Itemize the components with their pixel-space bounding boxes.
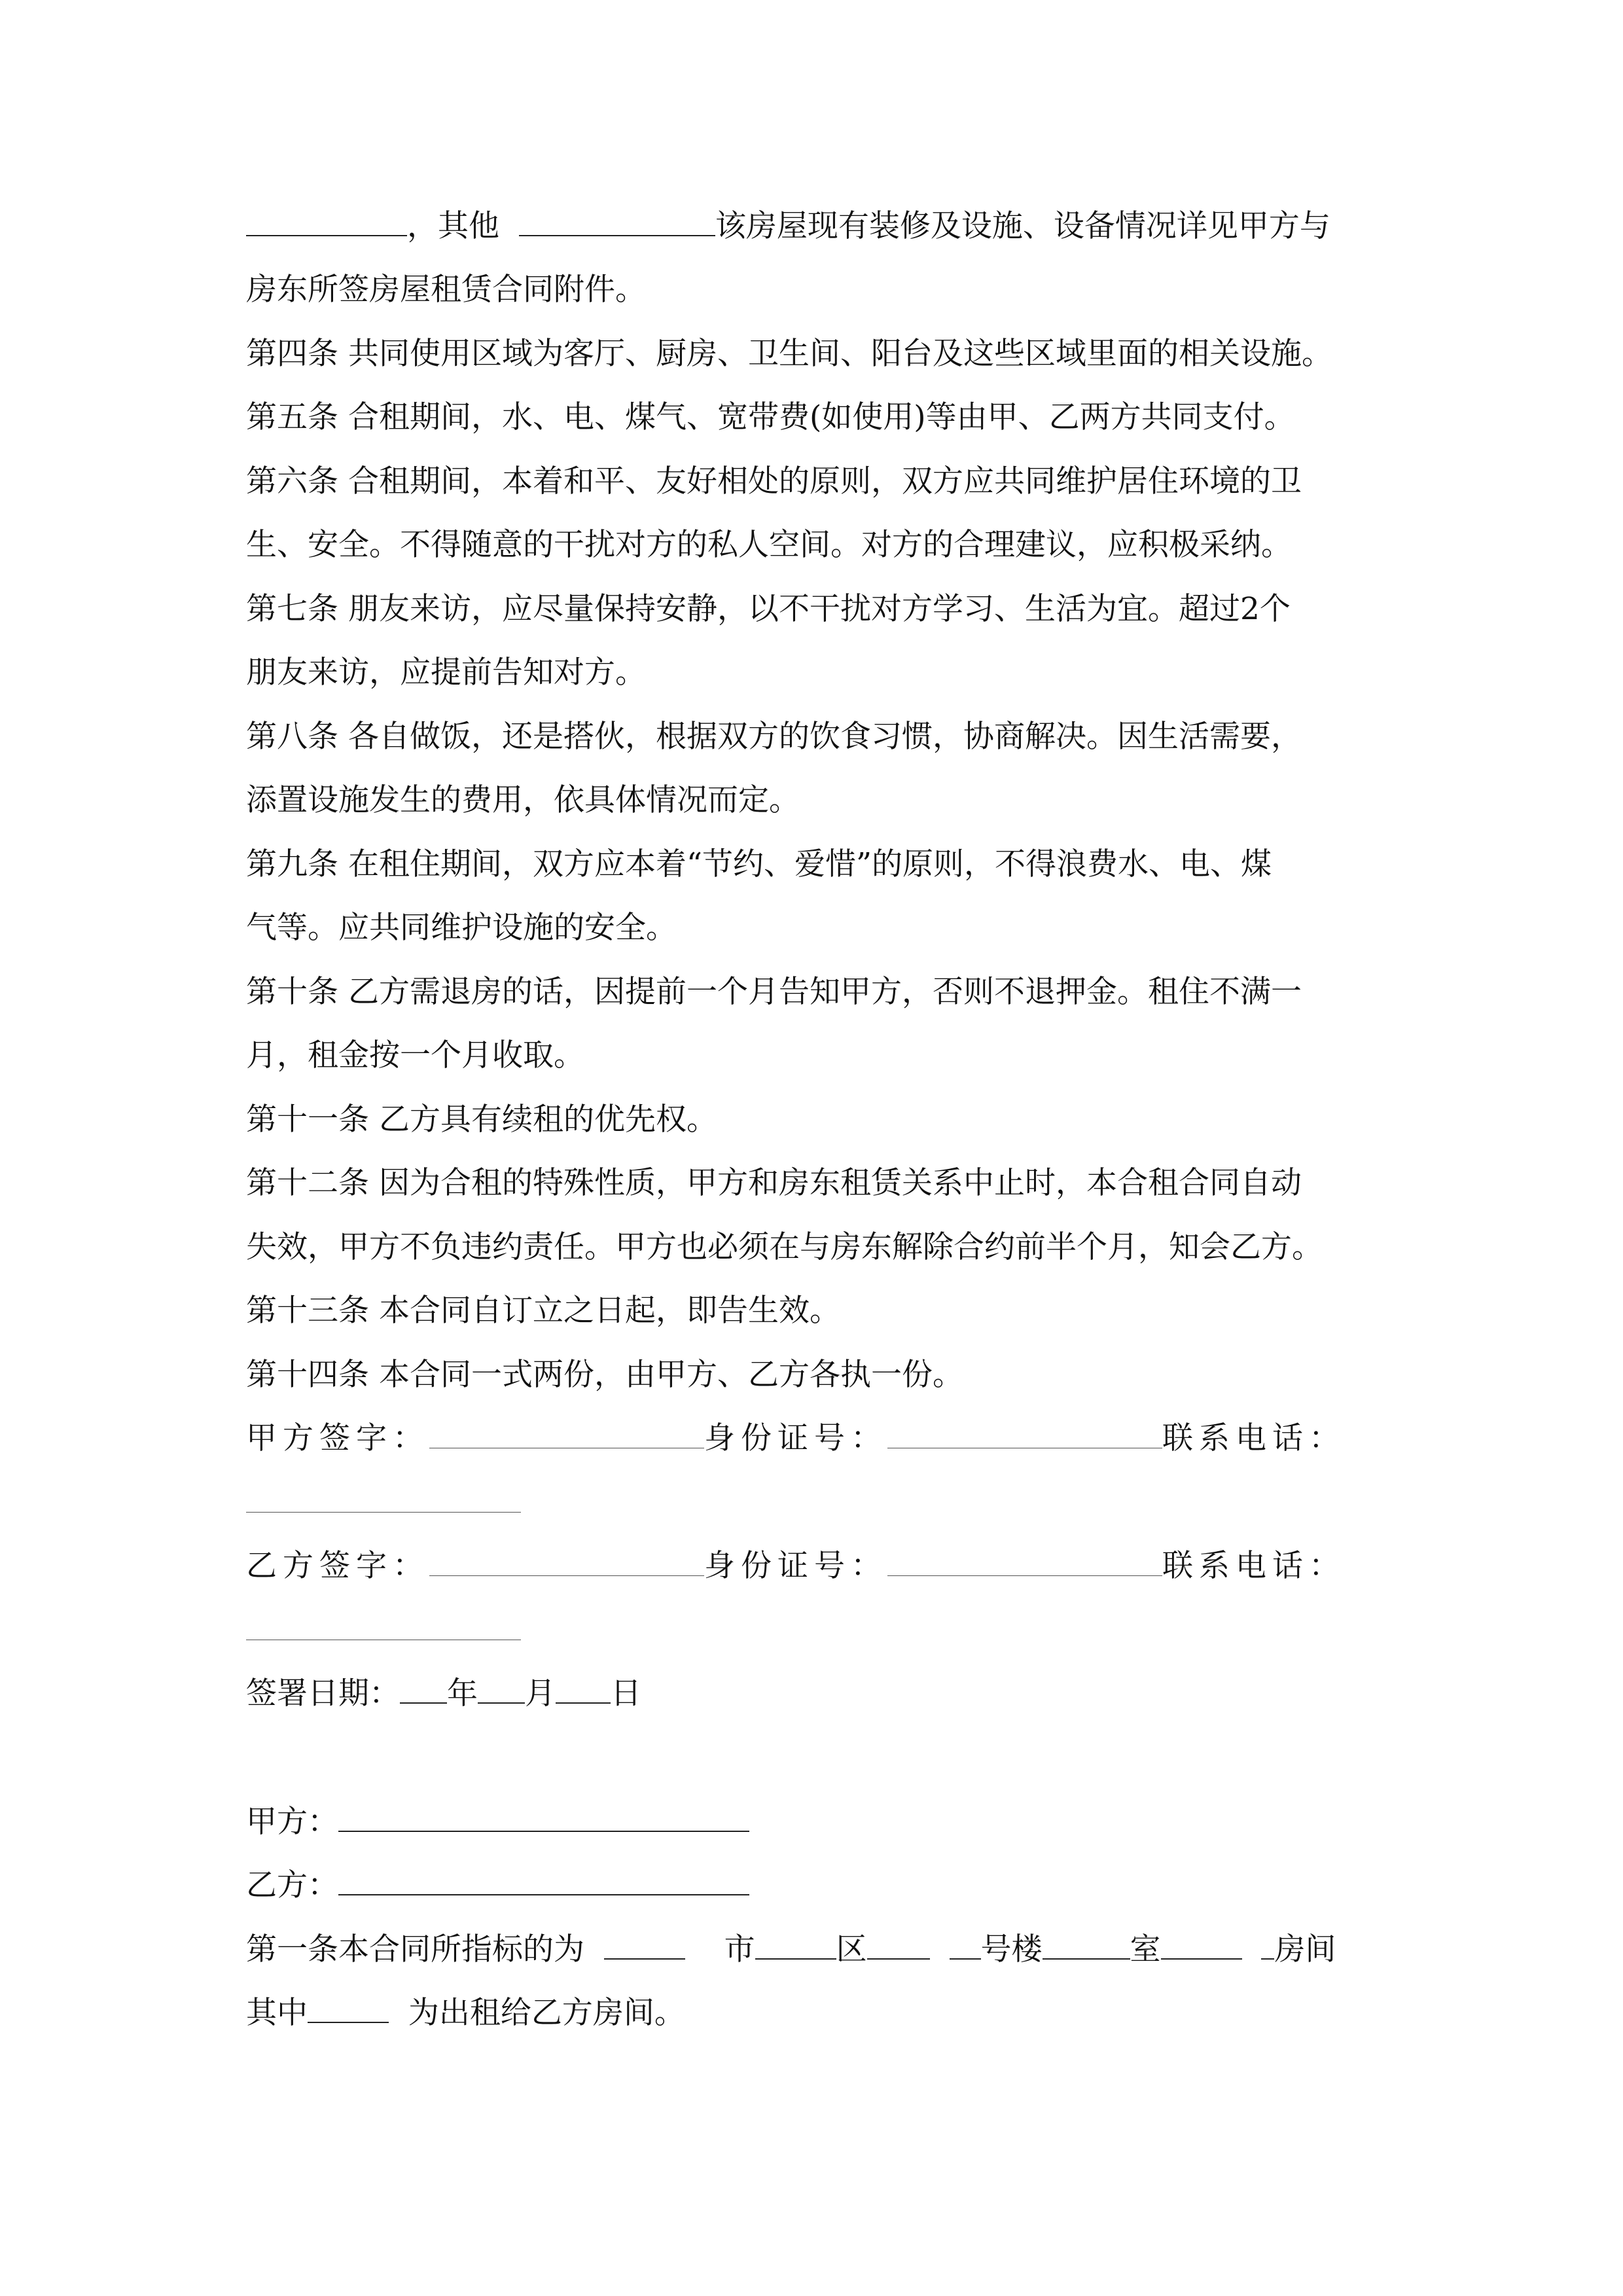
party-b-row <box>246 1866 749 1905</box>
party-b-label: 乙方： <box>246 1867 338 1903</box>
building-label: 号楼 <box>980 1931 1043 1967</box>
month-field[interactable] <box>478 1676 525 1704</box>
party-a-label: 甲方： <box>246 1804 338 1840</box>
party-b-id-field[interactable] <box>887 1549 1162 1576</box>
signature-row-party-a <box>246 1419 1346 1458</box>
party-a-signature-field[interactable] <box>429 1422 704 1448</box>
signing-date-row <box>246 1674 641 1713</box>
intro-text: 该房屋现有装修及设施、设备情况详见甲方与 <box>715 208 1330 244</box>
year-label: 年 <box>447 1676 478 1712</box>
party-a-row <box>246 1803 749 1842</box>
article-13: 第十三条 本合同自订立之日起，即告生效。 <box>246 1293 840 1329</box>
article-8-line-1: 第八条 各自做饭，还是搭伙，根据双方的饮食习惯，协商解决。因生活需要， <box>246 719 1302 755</box>
party-b-id-label: 身份证号： <box>704 1548 887 1584</box>
party-a-sign-label: 甲方签字： <box>246 1420 429 1456</box>
blank-field[interactable] <box>867 1932 930 1960</box>
house-room-label: 房间 <box>1274 1931 1336 1967</box>
blank-field[interactable] <box>950 1932 981 1960</box>
party-a-id-label: 身份证号： <box>704 1420 887 1456</box>
party-a-phone-row <box>246 1483 521 1522</box>
blank-field[interactable] <box>519 209 715 236</box>
article-1-l2-prefix: 其中 <box>246 1995 308 2031</box>
district-label: 区 <box>836 1931 867 1967</box>
intro-line-1 <box>246 207 1330 246</box>
party-a-id-field[interactable] <box>887 1422 1162 1448</box>
blank-field[interactable] <box>1161 1932 1242 1960</box>
signature-row-party-b <box>246 1547 1346 1586</box>
article-14: 第十四条 本合同一式两份，由甲方、乙方各执一份。 <box>246 1357 963 1393</box>
article-1-line-1 <box>246 1930 1336 1969</box>
party-b-phone-field[interactable] <box>246 1613 521 1640</box>
article-6-line-1: 第六条 合租期间，本着和平、友好相处的原则，双方应共同维护居住环境的卫 <box>246 463 1302 499</box>
article-4: 第四条 共同使用区域为客厅、厨房、卫生间、阳台及这些区域里面的相关设施。 <box>246 336 1332 372</box>
article-1-l2-suffix: 为出租给乙方房间。 <box>408 1995 685 2031</box>
article-9-line-2: 气等。应共同维护设施的安全。 <box>246 910 677 946</box>
day-field[interactable] <box>556 1676 611 1704</box>
party-b-signature-field[interactable] <box>429 1549 704 1576</box>
article-5: 第五条 合租期间，水、电、煤气、宽带费(如使用)等由甲、乙两方共同支付。 <box>246 399 1295 435</box>
article-11: 第十一条 乙方具有续租的优先权。 <box>246 1102 717 1138</box>
rental-room-field[interactable] <box>308 1996 389 2023</box>
intro-line-2: 房东所签房屋租赁合同附件。 <box>246 272 646 308</box>
blank-field[interactable] <box>246 209 407 236</box>
article-7-line-2: 朋友来访，应提前告知对方。 <box>246 655 646 691</box>
article-7-line-1: 第七条 朋友来访，应尽量保持安静，以不干扰对方学习、生活为宜。超过2个 <box>246 591 1291 627</box>
party-b-phone-row <box>246 1611 521 1650</box>
article-12-line-2: 失效，甲方不负违约责任。甲方也必须在与房东解除合约前半个月，知会乙方。 <box>246 1229 1323 1265</box>
article-12-line-1: 第十二条 因为合租的特殊性质，甲方和房东租赁关系中止时，本合租合同自动 <box>246 1165 1302 1201</box>
article-1-line-2 <box>246 1994 685 2033</box>
month-label: 月 <box>525 1676 556 1712</box>
party-b-phone-label: 联系电话： <box>1162 1548 1346 1584</box>
article-1-prefix: 第一条本合同所指标的为 <box>246 1931 584 1967</box>
party-a-phone-field[interactable] <box>246 1486 521 1513</box>
room-label: 室 <box>1130 1931 1161 1967</box>
article-9-line-1: 第九条 在租住期间，双方应本着“节约、爱惜”的原则，不得浪费水、电、煤 <box>246 846 1272 882</box>
party-b-name-field[interactable] <box>338 1868 749 1895</box>
article-8-line-2: 添置设施发生的费用，依具体情况而定。 <box>246 782 800 818</box>
blank-field[interactable] <box>1043 1932 1130 1960</box>
party-a-name-field[interactable] <box>338 1804 749 1832</box>
blank-field[interactable] <box>604 1932 685 1960</box>
intro-text-other: ，其他 <box>407 208 499 244</box>
article-10-line-1: 第十条 乙方需退房的话，因提前一个月告知甲方，否则不退押金。租住不满一 <box>246 974 1302 1010</box>
signing-date-label: 签署日期： <box>246 1676 400 1712</box>
party-a-phone-label: 联系电话： <box>1162 1420 1346 1456</box>
day-label: 日 <box>611 1676 641 1712</box>
article-10-line-2: 月，租金按一个月收取。 <box>246 1037 584 1073</box>
city-label: 市 <box>724 1931 755 1967</box>
party-b-sign-label: 乙方签字： <box>246 1548 429 1584</box>
article-6-line-2: 生、安全。不得随意的干扰对方的私人空间。对方的合理建议，应积极采纳。 <box>246 527 1292 563</box>
blank-field[interactable] <box>1261 1932 1274 1960</box>
district-field[interactable] <box>755 1932 836 1960</box>
year-field[interactable] <box>400 1676 447 1704</box>
